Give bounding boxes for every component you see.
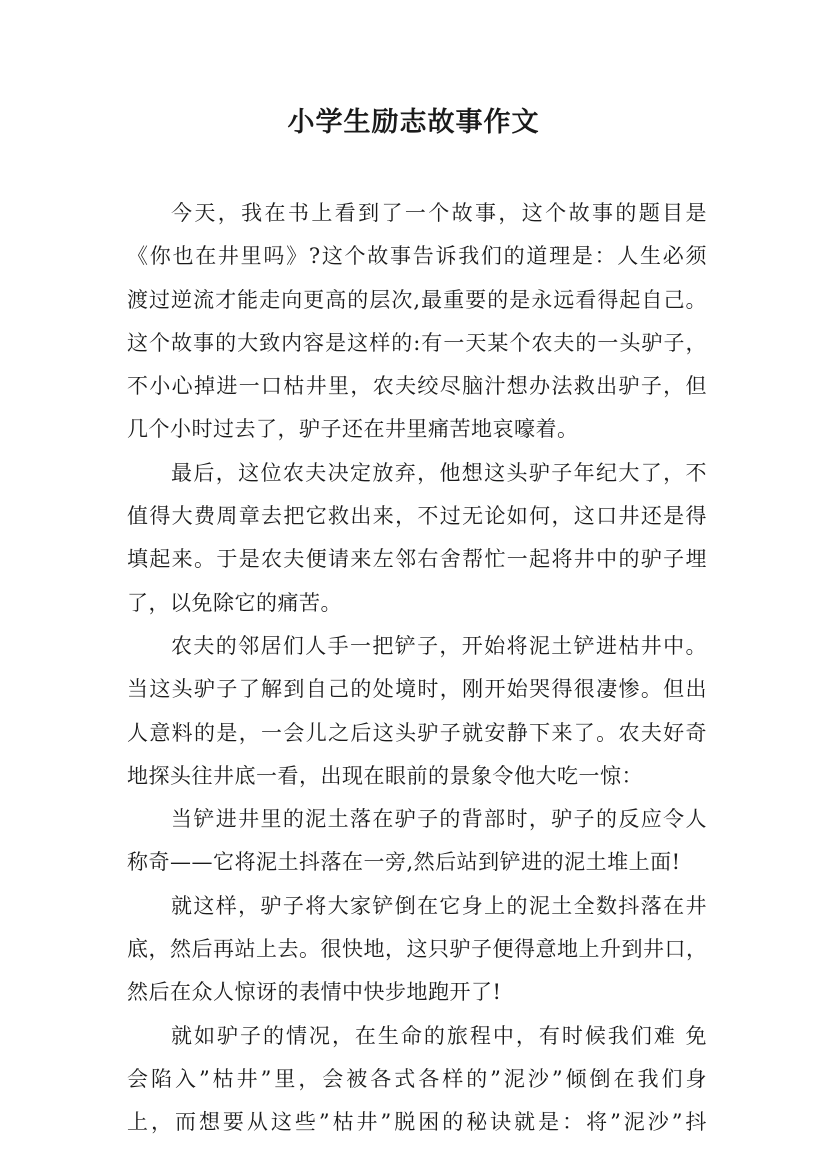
text-line: 这个故事的大致内容是这样的:有一天某个农夫的一头驴子，: [127, 330, 707, 355]
text-line: 就如驴子的情况，在生命的旅程中，有时候我们难 免: [171, 1023, 707, 1048]
text-line: 然后在众人惊讶的表情中快步地跑开了!: [127, 980, 502, 1005]
text-line: 值得大费周章去把它救出来，不过无论如何，这口井还是得: [127, 504, 707, 529]
text-line: 几个小时过去了，驴子还在井里痛苦地哀嚎着。: [127, 417, 579, 442]
text-line: 渡过逆流才能走向更高的层次,最重要的是永远看得起自己。: [127, 287, 707, 312]
text-line: 《你也在井里吗》?这个故事告诉我们的道理是：人生必须: [127, 244, 707, 269]
text-line: 就这样，驴子将大家铲倒在它身上的泥土全数抖落在井: [171, 893, 707, 918]
text-line: 称奇——它将泥土抖落在一旁,然后站到铲进的泥土堆上面!: [127, 850, 681, 875]
text-line: 人意料的是，一会儿之后这头驴子就安静下来了。农夫好奇: [127, 720, 707, 745]
text-line: 上，而想要从这些”枯井”脱困的秘诀就是：将”泥沙”抖: [127, 1110, 707, 1135]
text-line: 会陷入”枯井”里，会被各式各样的”泥沙”倾倒在我们身: [127, 1066, 707, 1091]
text-line: 当这头驴子了解到自己的处境时，刚开始哭得很凄惨。但出: [127, 677, 707, 702]
text-line: 当铲进井里的泥土落在驴子的背部时，驴子的反应令人: [171, 807, 707, 832]
text-line: 最后，这位农夫决定放弃，他想这头驴子年纪大了，不: [171, 460, 707, 485]
text-line: 农夫的邻居们人手一把铲子，开始将泥土铲进枯井中。: [171, 633, 707, 658]
text-line: 填起来。于是农夫便请来左邻右舍帮忙一起将井中的驴子埋: [127, 547, 707, 572]
text-line: 了，以免除它的痛苦。: [127, 590, 342, 615]
text-line: 底，然后再站上去。很快地，这只驴子便得意地上升到井口，: [127, 937, 707, 962]
text-line: 地探头往井底一看，出现在眼前的景象令他大吃一惊：: [127, 763, 643, 788]
document-body: [127, 192, 707, 1145]
text-line: 今天，我在书上看到了一个故事，这个故事的题目是: [171, 201, 707, 225]
text-line: 不小心掉进一口枯井里，农夫绞尽脑汁想办法救出驴子，但: [127, 374, 707, 399]
document-title: 小学生励志故事作文: [287, 107, 540, 138]
